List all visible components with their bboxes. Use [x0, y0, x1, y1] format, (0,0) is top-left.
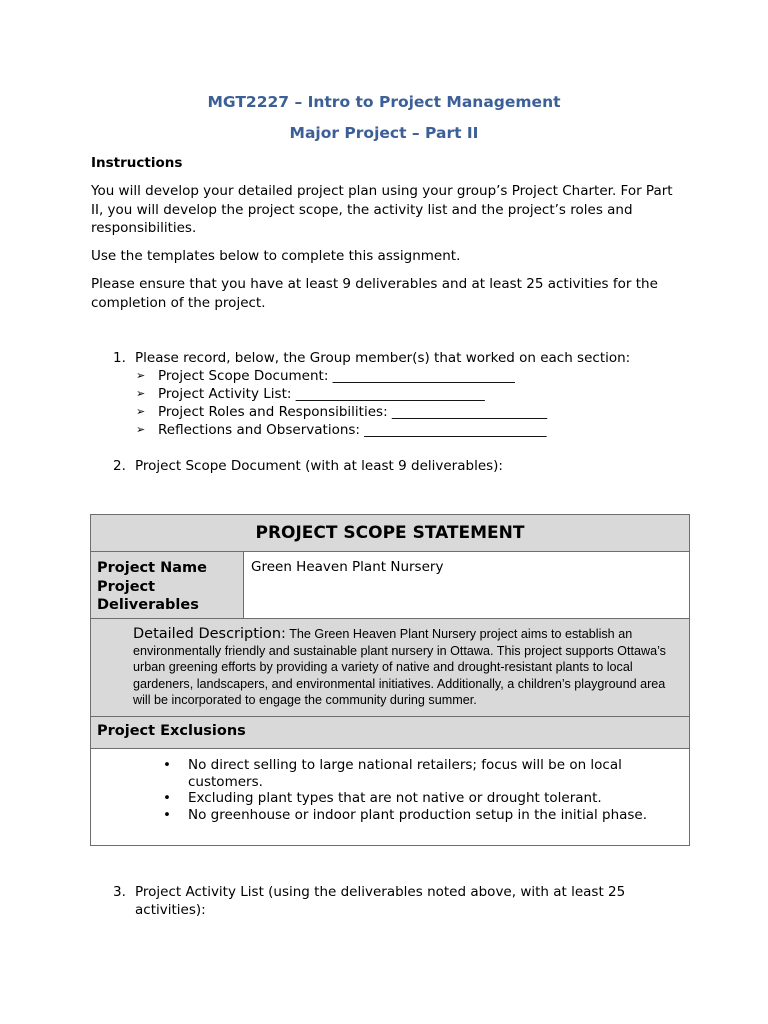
project-part-title: Major Project – Part II	[289, 124, 479, 142]
instructions-paragraph-3: Please ensure that you have at least 9 deliverables and at least 25 activities for the completion of the project.	[91, 276, 658, 311]
scope-table-title: PROJECT SCOPE STATEMENT	[91, 515, 690, 552]
project-scope-table	[90, 514, 690, 846]
course-title: MGT2227 – Intro to Project Management	[207, 93, 561, 111]
instructions-paragraph-2: Use the templates below to complete this assignment.	[91, 248, 461, 264]
list-number: 2.	[113, 458, 126, 474]
detailed-description	[91, 619, 690, 717]
project-exclusions-label: Project Exclusions	[91, 717, 690, 749]
list-item: • No direct selling to large national retailers; focus will be on local customers.	[163, 757, 622, 790]
list-text: Project Scope Document (with at least 9 deliverables):	[135, 458, 503, 474]
list-item: ➢ Project Scope Document: ___________________________	[136, 368, 515, 384]
dot-bullet-icon: •	[163, 757, 171, 773]
list-number: 3.	[113, 884, 126, 900]
arrow-bullet-icon: ➢	[136, 423, 146, 436]
list-item: • Excluding plant types that are not native or drought tolerant.	[163, 790, 602, 806]
description-text: The Green Heaven Plant Nursery project aims to establish an environmentally friendly and sustainable plant nursery in Ottawa. This project supports Ottawa’s urban greening efforts by providing a variety of native and drought-resistant plants to local gardeners, landscapers, and environmental initiatives. Additionally, a children’s playground area will be incorporated to engage the community during summer.	[133, 627, 666, 707]
project-name-label: Project Name Project Deliverables	[91, 552, 244, 619]
description-label: Detailed Description:	[133, 626, 286, 642]
list-number: 1.	[113, 350, 126, 366]
dot-bullet-icon: •	[163, 790, 171, 806]
list-item: ➢ Project Activity List: ____________________________	[136, 386, 485, 402]
group-member-sections	[136, 367, 547, 439]
arrow-bullet-icon: ➢	[136, 369, 146, 382]
project-exclusions-list	[91, 749, 690, 846]
list-text: Please record, below, the Group member(s) that worked on each section:	[135, 350, 631, 366]
list-text: Project Activity List (using the deliverables noted above, with at least 25 activities):	[135, 884, 626, 918]
list-item: ➢ Reflections and Observations: ___________________________	[136, 422, 547, 438]
list-item: • No greenhouse or indoor plant production setup in the initial phase.	[163, 806, 648, 823]
list-item: ➢ Project Roles and Responsibilities: _______________________	[136, 404, 548, 420]
dot-bullet-icon: •	[163, 806, 171, 823]
arrow-bullet-icon: ➢	[136, 405, 146, 418]
arrow-bullet-icon: ➢	[136, 387, 146, 400]
instructions-paragraph-1: You will develop your detailed project plan using your group’s Project Charter. For Part II, you will develop the project scope, the activity list and the project’s roles and responsibilities.	[91, 183, 673, 236]
project-name-value: Green Heaven Plant Nursery	[244, 552, 690, 619]
instructions-heading: Instructions	[91, 155, 183, 171]
